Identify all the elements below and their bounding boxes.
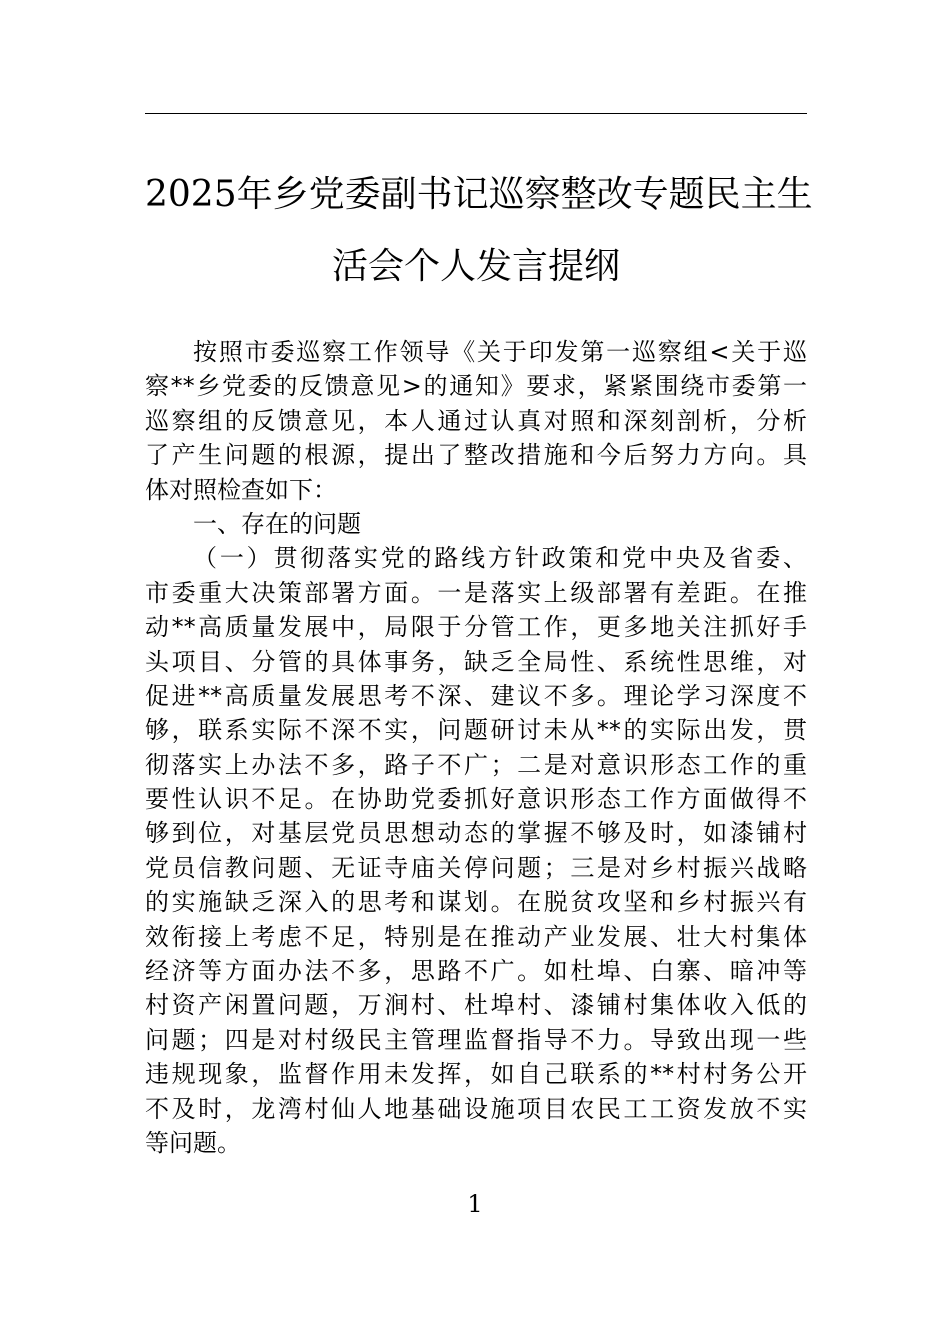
section-line: 够到位，对基层党员思想动态的掌握不够及时，如漆铺村 bbox=[145, 819, 807, 848]
section-line: 够，联系实际不深不实，问题研讨未从**的实际出发，贯 bbox=[145, 716, 807, 745]
section-line: 经济等方面办法不多，思路不广。如杜埠、白寨、暗冲等 bbox=[145, 957, 807, 986]
section-line: 动**高质量发展中，局限于分管工作，更多地关注抓好手 bbox=[145, 613, 807, 642]
section-line: 违规现象，监督作用未发挥，如自己联系的**村村务公开 bbox=[145, 1060, 807, 1089]
section-line: 问题；四是对村级民主管理监督指导不力。导致出现一些 bbox=[145, 1025, 807, 1054]
intro-line: 了产生问题的根源，提出了整改措施和今后努力方向。具 bbox=[145, 441, 807, 470]
document-title-line-1: 2025年乡党委副书记巡察整改专题民主生 bbox=[145, 174, 813, 215]
section-line: 的实施缺乏深入的思考和谋划。在脱贫攻坚和乡村振兴有 bbox=[145, 888, 807, 917]
section-line: 市委重大决策部署方面。一是落实上级部署有差距。在推 bbox=[145, 578, 807, 607]
header-rule bbox=[145, 113, 807, 114]
section-line: 党员信教问题、无证寺庙关停问题；三是对乡村振兴战略 bbox=[145, 853, 807, 882]
section-line: 效衔接上考虑不足，特别是在推动产业发展、壮大村集体 bbox=[145, 922, 807, 951]
section-line: 促进**高质量发展思考不深、建议不多。理论学习深度不 bbox=[145, 681, 807, 710]
section-line: （一）贯彻落实党的路线方针政策和党中央及省委、 bbox=[193, 544, 807, 573]
section-heading: 一、存在的问题 bbox=[193, 509, 361, 538]
intro-line: 察**乡党委的反馈意见>的通知》要求，紧紧围绕市委第一 bbox=[145, 372, 807, 401]
intro-line: 按照市委巡察工作领导《关于印发第一巡察组<关于巡 bbox=[193, 338, 807, 366]
intro-line: 巡察组的反馈意见，本人通过认真对照和深刻剖析，分析 bbox=[145, 406, 807, 435]
intro-line: 体对照检查如下： bbox=[145, 475, 337, 504]
section-line: 彻落实上办法不多，路子不广；二是对意识形态工作的重 bbox=[145, 750, 807, 779]
section-line: 村资产闲置问题，万涧村、杜埠村、漆铺村集体收入低的 bbox=[145, 991, 807, 1020]
section-line: 头项目、分管的具体事务，缺乏全局性、系统性思维，对 bbox=[145, 647, 807, 676]
section-line: 要性认识不足。在协助党委抓好意识形态工作方面做得不 bbox=[145, 785, 807, 814]
section-line: 等问题。 bbox=[145, 1128, 241, 1157]
document-title-line-2: 活会个人发言提纲 bbox=[331, 246, 620, 287]
document-body bbox=[145, 335, 807, 1160]
page-number: 1 bbox=[467, 1190, 483, 1218]
section-line: 不及时，龙湾村仙人地基础设施项目农民工工资发放不实 bbox=[145, 1094, 807, 1123]
